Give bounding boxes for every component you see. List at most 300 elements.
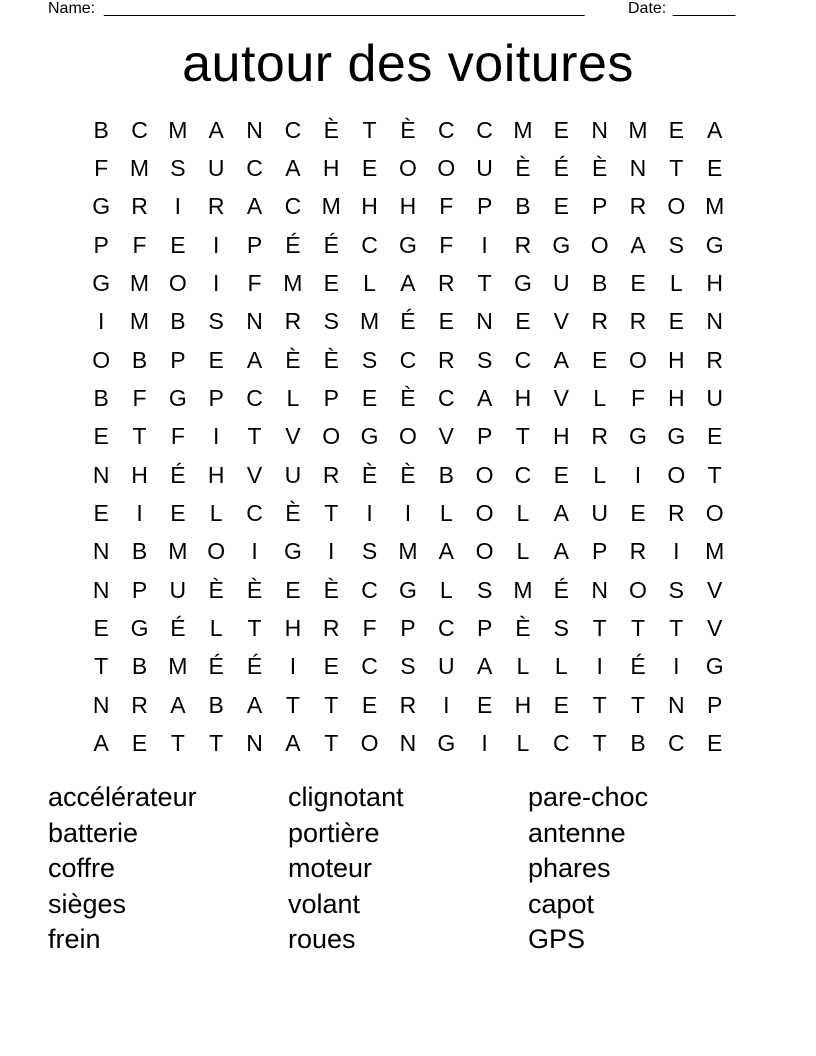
grid-letter: I <box>289 653 297 680</box>
grid-letter: M <box>168 653 188 680</box>
grid-letter: G <box>398 576 417 603</box>
grid-letter: A <box>438 538 454 565</box>
grid-letter: V <box>707 615 723 642</box>
grid-letter: T <box>515 423 530 450</box>
word-list-item: coffre <box>48 853 116 883</box>
grid-letter: È <box>323 576 339 603</box>
grid-letter: N <box>476 308 493 335</box>
grid-letter: H <box>552 423 570 450</box>
grid-letter: R <box>131 691 148 718</box>
grid-letter: T <box>630 691 646 718</box>
grid-letter: R <box>629 538 647 565</box>
grid-letter: C <box>131 116 148 143</box>
grid-letter: I <box>136 500 143 527</box>
grid-letter: M <box>513 576 533 603</box>
grid-letter: S <box>553 615 569 642</box>
grid-letter: O <box>322 423 341 450</box>
grid-letter: A <box>246 691 263 718</box>
grid-letter: A <box>285 730 301 757</box>
grid-letter: O <box>207 538 226 565</box>
grid-letter: N <box>706 308 723 335</box>
grid-letter: A <box>208 116 224 143</box>
grid-letter: E <box>515 308 531 335</box>
grid-letter: É <box>246 653 263 680</box>
grid-letter: R <box>131 193 148 220</box>
grid-letter: I <box>251 538 258 565</box>
grid-letter: R <box>591 308 608 335</box>
grid-letter: E <box>630 270 646 297</box>
grid-letter: L <box>286 385 300 412</box>
grid-letter: P <box>591 538 608 565</box>
grid-letter: H <box>131 461 148 488</box>
grid-letter: É <box>323 231 339 258</box>
grid-letter: È <box>400 385 416 412</box>
grid-letter: I <box>328 538 335 565</box>
grid-letter: E <box>476 691 493 718</box>
grid-letter: C <box>437 385 455 412</box>
grid-letter: È <box>246 576 263 603</box>
grid-letter: E <box>707 155 723 182</box>
grid-letter: È <box>285 346 301 373</box>
grid-letter: É <box>400 308 416 335</box>
grid-letter: F <box>132 231 147 258</box>
grid-letter: G <box>360 423 379 450</box>
grid-letter: R <box>322 615 340 642</box>
grid-letter: E <box>170 500 186 527</box>
grid-letter: U <box>476 155 493 182</box>
grid-letter: E <box>591 346 608 373</box>
grid-letter: N <box>92 461 110 488</box>
grid-letter: V <box>553 385 569 412</box>
grid-letter: T <box>170 730 185 757</box>
grid-letter: L <box>516 538 530 565</box>
grid-letter: U <box>169 576 187 603</box>
grid-letter: T <box>324 691 339 718</box>
grid-letter: M <box>168 116 188 143</box>
grid-letter: R <box>629 193 647 220</box>
grid-letter: È <box>285 500 301 527</box>
grid-letter: B <box>591 270 608 297</box>
grid-letter: È <box>515 155 531 182</box>
grid-letter: O <box>398 155 417 182</box>
date-label: Date: <box>628 0 667 17</box>
grid-letter: T <box>592 730 607 757</box>
grid-letter: È <box>323 116 339 143</box>
grid-letter: T <box>630 615 646 642</box>
grid-letter: M <box>129 308 150 335</box>
grid-letter: B <box>131 346 148 373</box>
grid-letter: O <box>590 231 609 258</box>
grid-letter: I <box>481 730 488 757</box>
grid-letter: N <box>92 576 110 603</box>
grid-letter: N <box>246 308 263 335</box>
grid-letter: T <box>324 730 339 757</box>
grid-letter: E <box>707 730 723 757</box>
grid-letter: H <box>284 615 302 642</box>
grid-letter: G <box>437 730 456 757</box>
word-list-item: batterie <box>48 817 139 848</box>
grid-letter: È <box>591 155 608 182</box>
grid-letter: E <box>93 423 109 450</box>
grid-letter: E <box>668 116 684 143</box>
grid-letter: É <box>170 461 186 488</box>
grid-letter: P <box>208 385 224 412</box>
grid-letter: P <box>476 615 493 642</box>
grid-letter: E <box>285 576 301 603</box>
word-list-item: clignotant <box>288 782 404 812</box>
grid-letter: G <box>705 653 724 680</box>
grid-letter: É <box>553 155 569 182</box>
grid-letter: È <box>361 461 378 488</box>
grid-letter: C <box>284 193 302 220</box>
grid-letter: O <box>437 155 456 182</box>
grid-letter: L <box>593 461 607 488</box>
name-label: Name: <box>48 0 96 17</box>
grid-letter: I <box>443 691 450 718</box>
grid-letter: B <box>170 308 186 335</box>
grid-letter: È <box>400 461 416 488</box>
grid-letter: E <box>668 308 684 335</box>
grid-letter: B <box>93 385 109 412</box>
grid-letter: N <box>92 691 110 718</box>
date-field: _______ <box>673 0 736 17</box>
grid-letter: G <box>92 193 111 220</box>
grid-letter: A <box>630 231 646 258</box>
grid-letter: O <box>475 538 494 565</box>
grid-letter: L <box>669 270 683 297</box>
grid-letter: E <box>707 423 723 450</box>
grid-letter: L <box>209 615 223 642</box>
grid-letter: A <box>400 270 416 297</box>
grid-letter: M <box>628 116 648 143</box>
grid-letter: M <box>129 270 150 297</box>
grid-letter: R <box>207 193 225 220</box>
letter-grid <box>82 111 734 763</box>
header-line <box>48 0 748 20</box>
grid-letter: O <box>667 193 686 220</box>
grid-letter: P <box>323 385 339 412</box>
grid-letter: R <box>706 346 723 373</box>
grid-letter: I <box>481 231 488 258</box>
grid-letter: O <box>629 576 647 603</box>
grid-letter: M <box>321 193 341 220</box>
grid-letter: H <box>514 691 532 718</box>
grid-letter: L <box>593 385 607 412</box>
grid-letter: N <box>399 730 417 757</box>
grid-letter: H <box>668 346 685 373</box>
grid-letter: N <box>92 538 110 565</box>
grid-letter: M <box>705 538 725 565</box>
grid-letter: V <box>707 576 723 603</box>
grid-letter: É <box>630 653 646 680</box>
grid-letter: B <box>131 538 148 565</box>
grid-letter: I <box>213 231 220 258</box>
grid-letter: P <box>246 231 263 258</box>
grid-letter: G <box>130 615 149 642</box>
grid-letter: M <box>705 193 725 220</box>
grid-letter: É <box>170 615 186 642</box>
grid-letter: F <box>439 193 454 220</box>
grid-letter: S <box>208 308 224 335</box>
grid-letter: M <box>129 155 150 182</box>
grid-letter: R <box>437 270 455 297</box>
grid-letter: A <box>285 155 301 182</box>
grid-letter: U <box>207 155 225 182</box>
grid-letter: B <box>208 691 224 718</box>
grid-letter: L <box>363 270 376 297</box>
grid-letter: T <box>324 500 339 527</box>
grid-letter: C <box>246 385 263 412</box>
grid-letter: B <box>438 461 454 488</box>
grid-letter: É <box>208 653 224 680</box>
grid-letter: É <box>285 231 301 258</box>
grid-letter: I <box>213 270 220 297</box>
grid-letter: I <box>97 308 105 335</box>
grid-letter: O <box>398 423 417 450</box>
grid-letter: R <box>322 461 340 488</box>
grid-letter: I <box>174 193 182 220</box>
grid-letter: T <box>247 423 262 450</box>
grid-letter: C <box>361 653 378 680</box>
grid-letter: G <box>514 270 532 297</box>
grid-letter: R <box>437 346 455 373</box>
grid-letter: E <box>438 308 454 335</box>
grid-letter: E <box>208 346 224 373</box>
grid-letter: C <box>514 461 532 488</box>
grid-letter: U <box>591 500 608 527</box>
word-list-item: portière <box>288 817 380 848</box>
grid-letter: L <box>516 500 530 527</box>
grid-letter: C <box>246 500 263 527</box>
grid-letter: E <box>170 231 186 258</box>
word-list-item: accélérateur <box>48 782 197 812</box>
grid-letter: H <box>322 155 340 182</box>
grid-letter: P <box>400 615 416 642</box>
grid-letter: C <box>668 730 685 757</box>
grid-letter: T <box>669 615 684 642</box>
grid-letter: É <box>553 576 569 603</box>
grid-letter: B <box>93 116 109 143</box>
grid-letter: G <box>398 231 417 258</box>
grid-letter: R <box>399 691 417 718</box>
grid-letter: H <box>514 385 532 412</box>
word-list-item: volant <box>288 888 361 919</box>
grid-letter: T <box>362 116 377 143</box>
grid-letter: E <box>93 500 109 527</box>
grid-letter: E <box>361 385 378 412</box>
grid-letter: H <box>361 193 378 220</box>
grid-letter: E <box>361 691 378 718</box>
grid-letter: E <box>553 193 569 220</box>
grid-letter: G <box>283 538 302 565</box>
grid-letter: T <box>707 461 722 488</box>
grid-letter: F <box>630 385 646 412</box>
grid-letter: R <box>284 308 302 335</box>
grid-letter: L <box>439 500 453 527</box>
grid-letter: G <box>168 385 187 412</box>
grid-letter: A <box>476 653 493 680</box>
grid-letter: E <box>323 270 339 297</box>
grid-letter: C <box>246 155 263 182</box>
grid-letter: O <box>705 500 724 527</box>
grid-letter: C <box>437 116 455 143</box>
grid-letter: T <box>209 730 224 757</box>
grid-letter: T <box>592 615 607 642</box>
grid-letter: I <box>596 653 603 680</box>
grid-letter: S <box>668 576 684 603</box>
grid-letter: O <box>360 730 379 757</box>
grid-letter: G <box>552 231 571 258</box>
grid-letter: G <box>92 270 111 297</box>
grid-letter: C <box>361 576 378 603</box>
grid-letter: O <box>667 461 686 488</box>
grid-letter: H <box>706 270 723 297</box>
grid-letter: C <box>437 615 455 642</box>
grid-letter: F <box>247 270 262 297</box>
grid-letter: V <box>246 461 263 488</box>
grid-letter: P <box>170 346 186 373</box>
grid-letter: T <box>477 270 492 297</box>
grid-letter: S <box>323 308 339 335</box>
grid-letter: V <box>553 308 569 335</box>
grid-letter: U <box>552 270 570 297</box>
grid-letter: P <box>591 193 608 220</box>
grid-letter: R <box>514 231 532 258</box>
grid-letter: I <box>366 500 373 527</box>
grid-letter: P <box>476 193 493 220</box>
grid-letter: E <box>630 500 646 527</box>
grid-letter: F <box>94 155 109 182</box>
grid-letter: G <box>629 423 647 450</box>
grid-letter: N <box>668 691 685 718</box>
word-list-item: GPS <box>528 924 586 954</box>
grid-letter: B <box>131 653 148 680</box>
grid-letter: S <box>476 346 493 373</box>
grid-letter: A <box>707 116 723 143</box>
grid-letter: C <box>476 116 493 143</box>
grid-letter: A <box>553 538 569 565</box>
grid-letter: T <box>669 155 684 182</box>
grid-letter: È <box>323 346 339 373</box>
page-title: autour des voitures <box>182 35 634 93</box>
grid-letter: O <box>475 500 494 527</box>
word-list-item: sièges <box>48 888 127 919</box>
word-list-item: capot <box>528 888 595 919</box>
grid-letter: M <box>513 116 533 143</box>
grid-letter: C <box>361 231 378 258</box>
grid-letter: S <box>361 538 378 565</box>
grid-letter: P <box>707 691 723 718</box>
grid-letter: H <box>668 385 685 412</box>
grid-letter: A <box>553 346 569 373</box>
grid-letter: C <box>284 116 302 143</box>
grid-letter: A <box>170 691 186 718</box>
grid-letter: F <box>439 231 454 258</box>
grid-letter: S <box>668 231 684 258</box>
grid-letter: T <box>132 423 147 450</box>
grid-letter: T <box>247 615 262 642</box>
grid-letter: N <box>591 116 608 143</box>
grid-letter: T <box>94 653 109 680</box>
grid-letter: S <box>170 155 186 182</box>
grid-letter: R <box>629 308 647 335</box>
word-list-item: roues <box>288 924 356 954</box>
grid-letter: I <box>673 538 680 565</box>
grid-letter: F <box>362 615 377 642</box>
grid-letter: V <box>438 423 454 450</box>
word-list-item: frein <box>48 924 101 954</box>
grid-letter: S <box>361 346 378 373</box>
grid-letter: L <box>516 653 530 680</box>
word-list-item: pare-choc <box>528 782 649 812</box>
grid-letter: T <box>285 691 300 718</box>
grid-letter: E <box>553 116 569 143</box>
name-field: ______________________________________________________ <box>104 0 585 17</box>
grid-letter: N <box>629 155 647 182</box>
grid-letter: F <box>170 423 185 450</box>
grid-letter: E <box>93 615 109 642</box>
grid-letter: M <box>283 270 303 297</box>
grid-letter: È <box>515 615 531 642</box>
grid-letter: G <box>667 423 686 450</box>
grid-letter: I <box>634 461 642 488</box>
grid-letter: H <box>207 461 225 488</box>
grid-letter: È <box>400 116 416 143</box>
grid-letter: A <box>246 193 263 220</box>
grid-letter: O <box>475 461 494 488</box>
grid-letter: N <box>591 576 608 603</box>
word-list <box>48 780 768 958</box>
grid-letter: L <box>516 730 530 757</box>
grid-letter: A <box>93 730 109 757</box>
grid-letter: I <box>673 653 680 680</box>
grid-letter: H <box>399 193 417 220</box>
grid-letter: P <box>476 423 493 450</box>
grid-letter: A <box>476 385 493 412</box>
grid-letter: U <box>706 385 723 412</box>
word-list-item: moteur <box>288 853 373 883</box>
grid-letter: N <box>246 730 263 757</box>
grid-letter: P <box>131 576 148 603</box>
grid-letter: L <box>209 500 223 527</box>
grid-letter: E <box>553 461 569 488</box>
grid-letter: L <box>439 576 453 603</box>
grid-letter: E <box>361 155 378 182</box>
grid-letter: I <box>404 500 412 527</box>
grid-letter: C <box>399 346 417 373</box>
grid-letter: T <box>592 691 607 718</box>
grid-letter: U <box>437 653 455 680</box>
word-list-item: phares <box>528 853 611 883</box>
grid-letter: F <box>132 385 147 412</box>
grid-letter: O <box>629 346 647 373</box>
grid-letter: E <box>131 730 148 757</box>
grid-letter: B <box>515 193 531 220</box>
grid-letter: M <box>398 538 418 565</box>
grid-letter: B <box>630 730 646 757</box>
word-list-item: antenne <box>528 817 626 848</box>
grid-letter: C <box>552 730 570 757</box>
grid-letter: P <box>93 231 109 258</box>
grid-letter: O <box>168 270 187 297</box>
grid-letter: E <box>553 691 569 718</box>
grid-letter: M <box>168 538 188 565</box>
grid-letter: M <box>359 308 380 335</box>
grid-letter: R <box>668 500 685 527</box>
grid-letter: S <box>400 653 416 680</box>
grid-letter: U <box>284 461 302 488</box>
grid-letter: C <box>514 346 532 373</box>
